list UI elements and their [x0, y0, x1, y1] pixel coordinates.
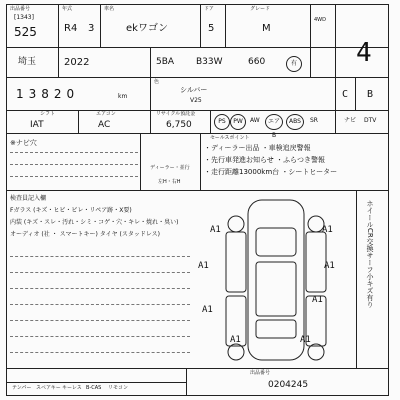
grade-letter-2: B [367, 89, 374, 100]
col-score [335, 4, 336, 134]
region: 埼玉 [18, 57, 37, 67]
windshield [256, 228, 296, 256]
insp-line-e [10, 320, 190, 321]
mileage: 13820 [16, 87, 80, 101]
damage-mark-5: A1 [202, 305, 213, 315]
insp-line-b [10, 272, 190, 273]
row-line-2 [6, 77, 388, 78]
insp-line-a [10, 256, 190, 257]
grade: M [262, 23, 271, 34]
equip-aw: AW [250, 117, 260, 124]
lot-code: [1343] [14, 14, 34, 21]
col-recycle [210, 110, 211, 133]
grade-label: グレード [250, 6, 271, 12]
row-line-3 [6, 110, 388, 111]
drive-type: 4WD [314, 17, 326, 23]
damage-mark-4: A1 [324, 261, 335, 271]
insp-line-g [10, 352, 190, 353]
insp-line-d [10, 304, 190, 305]
footer-label-4: B-CAS [86, 385, 102, 391]
roof [256, 262, 296, 316]
car-diagram [196, 192, 356, 368]
equip-abs: ABS [286, 114, 304, 130]
damage-mark-1: A1 [210, 225, 221, 235]
color: シルバー [180, 86, 208, 94]
grade-letter-1: C [342, 89, 349, 100]
col-lot [58, 4, 59, 77]
col-dealer [200, 133, 201, 190]
footer-label-3: キーレス [62, 385, 82, 391]
col-side-notes [356, 190, 357, 368]
aircon: AC [98, 120, 111, 130]
damage-mark-6: A1 [312, 295, 323, 305]
col-notes [140, 133, 141, 190]
transmission: IAT [30, 120, 44, 130]
col-reg [150, 47, 151, 77]
score: 4 [356, 38, 372, 68]
frame-right [388, 4, 389, 396]
year-month: 3 [88, 23, 95, 34]
sales-line-3: ・走行距離13000km台 ・シートヒーター [204, 168, 338, 176]
note-line-2 [10, 164, 138, 165]
rear-window [256, 320, 296, 338]
col-color [150, 77, 151, 110]
doors: 5 [208, 23, 215, 34]
serial-label: 出品番号 [250, 370, 271, 376]
col-aircon [150, 110, 151, 133]
frame-bottom [6, 395, 388, 396]
model-code-1: 5BA [156, 57, 175, 67]
equip-airbag: エアB [265, 114, 283, 130]
displacement: 660 [248, 57, 266, 67]
frame-top [6, 4, 388, 5]
year-label: 年式 [62, 6, 73, 12]
row-line-1 [6, 47, 388, 48]
wheel-front-left [228, 216, 244, 232]
col-model [200, 4, 201, 47]
row-line-6 [6, 368, 388, 369]
inspector-line-1: Fガラス (キズ・ヒビ・ビレ・リペア跡・X要) [10, 207, 132, 214]
inspector-line-3: オーディオ (社 ・ スマートキー) タイヤ (スタッドレス) [10, 231, 161, 238]
sales-line-1: ・ディーラー出品 ・車検追戻警報 [204, 144, 311, 152]
equip-ps: PS [214, 114, 230, 130]
equip-pw: PW [230, 114, 246, 130]
equip-dtv: DTV [364, 117, 377, 124]
side-notes: ホイールCR交換サーフ小キズ有り [366, 200, 374, 308]
sales-point-label: セールスポイント [210, 135, 250, 141]
inspection-mark: 有 [286, 56, 302, 72]
mileage-unit: km [118, 93, 128, 100]
model-code-2: B33W [196, 57, 223, 67]
model-name: ekワゴン [126, 23, 168, 34]
row-line-5 [6, 190, 388, 191]
note-line-3 [10, 176, 138, 177]
frame-left [6, 4, 7, 396]
row-line-4 [6, 133, 388, 134]
color-label: 色 [154, 79, 160, 85]
col-grade [310, 4, 311, 77]
footer-label-1: テンパー [12, 385, 32, 391]
footer-label-2: スペアキー [36, 385, 61, 391]
col-footer [186, 368, 187, 395]
sales-line-2: ・先行車発進お知らせ ・ふらつき警報 [204, 156, 325, 164]
insp-line-f [10, 336, 190, 337]
lot-label: 出品番号 [10, 6, 31, 12]
col-shift [78, 110, 79, 133]
handle-label: 左H・右H [158, 179, 181, 185]
col-grade-letter [355, 77, 356, 110]
inspector-title: 検査員記入欄 [10, 195, 47, 202]
doors-label: ドア [204, 6, 214, 12]
recycle-label: リサイクル預託金 [156, 111, 196, 117]
dealer-label: ディーラー・並行 [150, 165, 190, 171]
equip-sr: SR [310, 117, 318, 124]
color-code: V25 [190, 97, 202, 104]
year: R4 [64, 23, 78, 34]
damage-mark-2: A1 [322, 225, 333, 235]
lot-number: 525 [14, 25, 37, 39]
registration-year: 2022 [64, 57, 90, 68]
note-line-1 [10, 152, 138, 153]
model-label: 車名 [104, 6, 115, 12]
col-year [100, 4, 101, 47]
equip-navi: ナビ [344, 117, 357, 124]
left-door-front [226, 232, 246, 292]
serial-number: 0204245 [268, 380, 309, 390]
footer-label-5: リモコン [108, 385, 129, 391]
shift-label: シフト [40, 111, 56, 117]
insp-line-c [10, 288, 190, 289]
aircon-label: エアコン [96, 111, 116, 117]
nav-note: ※ナビ穴 [10, 139, 37, 147]
damage-mark-3: A1 [198, 261, 209, 271]
col-doors [225, 4, 226, 47]
recycle-fee: 6,750 [166, 120, 192, 130]
inspector-line-2: 内装 (キズ・スレ・汚れ・シミ・コゲ・穴・キレ・焼れ・臭い) [10, 219, 179, 226]
footer-divider [6, 382, 186, 383]
damage-mark-7: A1 [230, 335, 241, 345]
damage-mark-8: A1 [300, 335, 311, 345]
right-door-front [306, 232, 326, 292]
